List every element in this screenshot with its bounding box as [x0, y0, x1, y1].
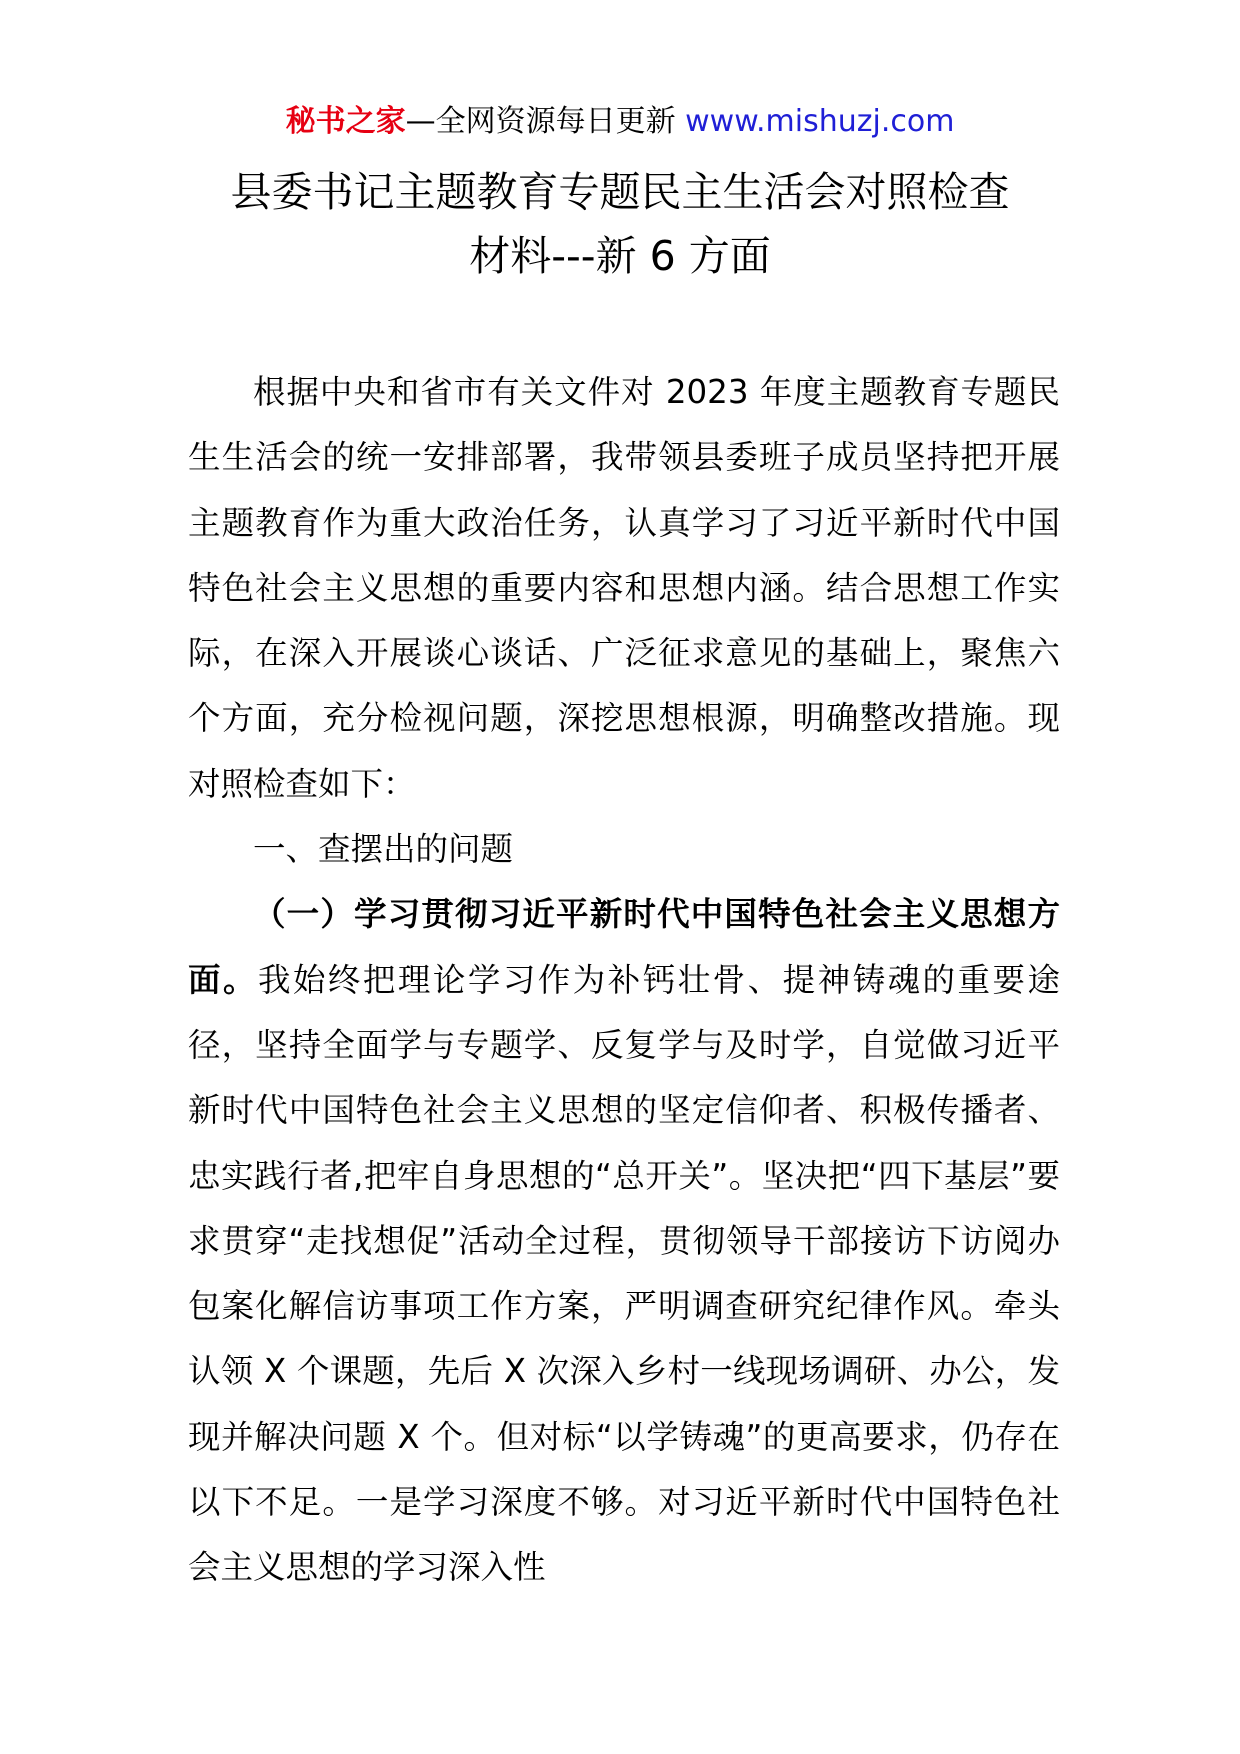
site-header	[0, 100, 1240, 144]
subsection-text: 我始终把理论学习作为补钙壮骨、提神铸魂的重要途径，坚持全面学与专题学、反复学与及时学，自觉做习近平新时代中国特色社会主义思想的坚定信仰者、积极传播者、忠实践行者,把牢自身思想的“总开关”。坚决把“四下基层”要求贯穿“走找想促”活动全过程，贯彻领导干部接访下访阅办包案化解信访事项工作方案，严明调查研究纪律作风。牵头认领 X 个课题，先后 X 次深入乡村一线现场调研、办公，发现并解决问题 X 个。但对标“以学铸魂”的更高要求，仍存在以下不足。一是学习深度不够。对习近平新时代中国特色社会主义思想的学习深入性	[188, 960, 1060, 1587]
title-line-1: 县委书记主题教育专题民主生活会对照检查	[230, 168, 1010, 216]
section-heading: 一、查摆出的问题	[253, 830, 514, 869]
document-body	[188, 360, 1060, 1601]
header-tagline: —全网资源每日更新	[405, 104, 686, 139]
subsection-paragraph	[188, 882, 1060, 1600]
site-url-link[interactable]: www.mishuzj.com	[685, 104, 955, 139]
intro-paragraph: 根据中央和省市有关文件对 2023 年度主题教育专题民生生活会的统一安排部署，我带领县委班子成员坚持把开展主题教育作为重大政治任务，认真学习了习近平新时代中国特色社会主义思想的重要内容和思想内涵。结合思想工作实际，在深入开展谈心谈话、广泛征求意见的基础上，聚焦六个方面，充分检视问题，深挖思想根源，明确整改措施。现对照检查如下：	[188, 373, 1060, 803]
brand-name: 秘书之家	[285, 104, 406, 139]
title-line-2: 材料---新 6 方面	[469, 232, 771, 280]
subsection-heading: （一）学习贯彻习近平新时代中国特色社会主义思想方面。	[188, 895, 1060, 999]
document-title	[0, 160, 1240, 288]
